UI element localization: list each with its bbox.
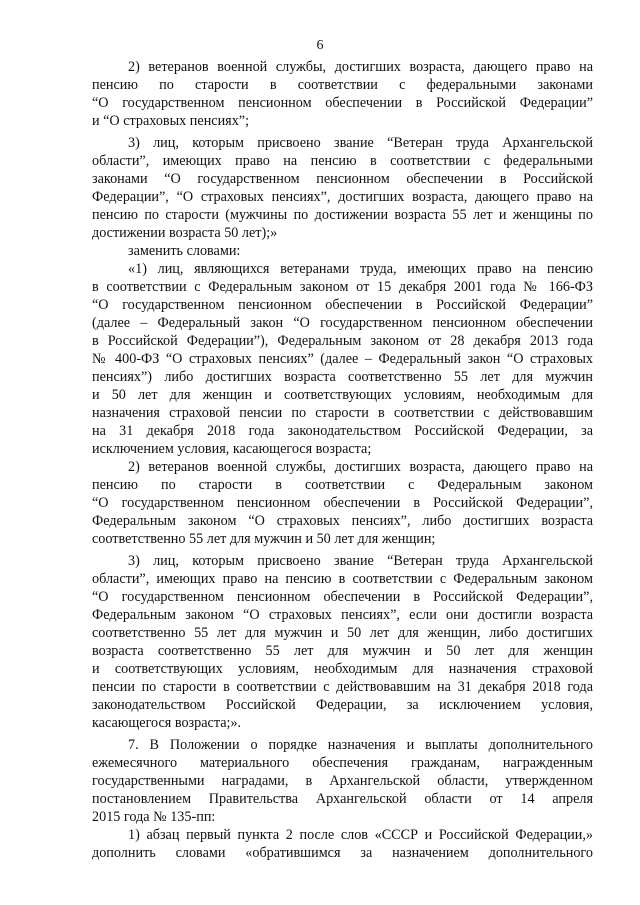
text-line: заменить словами: bbox=[128, 243, 241, 259]
text-line: пенсиях”) либо достигших возраста соответственно 55 лет для мужчин bbox=[92, 369, 593, 385]
text-line: постановлением Правительства Архангельской области от 14 апреля bbox=[92, 791, 593, 807]
text-line: пенсию по старости в соответствии с федеральными законами bbox=[92, 77, 593, 93]
text-line: области”, имеющих право на пенсию в соответствии с Федеральным законом bbox=[92, 571, 593, 587]
text-line: и 50 лет для женщин и соответствующих условиям, необходимым для bbox=[92, 387, 593, 403]
text-line: соответственно 55 лет для мужчин и 50 лет для женщин; bbox=[92, 531, 436, 547]
text-line: «1) лиц, являющихся ветеранами труда, имеющих право на пенсию bbox=[128, 261, 593, 277]
text-line: Федерации”, “О страховых пенсиях”, достигших возраста, дающего право на bbox=[92, 189, 593, 205]
text-line: в Российской Федерации”), Федеральным законом от 28 декабря 2013 года bbox=[92, 333, 593, 349]
text-line: пенсию по старости в соответствии с Федеральным законом bbox=[92, 477, 593, 493]
text-line: достижении возраста 50 лет);» bbox=[92, 225, 278, 241]
text-line: “О государственном пенсионном обеспечении в Российской Федерации”, bbox=[92, 495, 593, 511]
text-line: области”, имеющих право на пенсию в соответствии с федеральными bbox=[92, 153, 593, 169]
text-line: “О государственном пенсионном обеспечении в Российской Федерации”, bbox=[92, 589, 593, 605]
text-line: на 31 декабря 2018 года законодательством Российской Федерации, за bbox=[92, 423, 593, 439]
text-line: Федеральным законом “О страховых пенсиях”, если они достигли возраста bbox=[92, 607, 593, 623]
text-line: назначения страховой пенсии по старости в соответствии с действовавшим bbox=[92, 405, 593, 421]
text-line: дополнить словами «обратившимся за назначением дополнительного bbox=[92, 845, 593, 861]
text-line: законодательством Российской Федерации, за исключением условия, bbox=[92, 697, 593, 713]
text-line: 2015 года № 135-пп: bbox=[92, 809, 216, 825]
text-line: (далее – Федеральный закон “О государственном пенсионном обеспечении bbox=[92, 315, 593, 331]
text-line: и “О страховых пенсиях”; bbox=[92, 113, 250, 129]
text-line: “О государственном пенсионном обеспечении в Российской Федерации” bbox=[92, 297, 593, 313]
text-line: № 400-ФЗ “О страховых пенсиях” (далее – Федеральный закон “О страховых bbox=[92, 351, 593, 367]
text-line: 1) абзац первый пункта 2 после слов «СССР и Российской Федерации,» bbox=[128, 827, 593, 843]
text-line: 2) ветеранов военной службы, достигших возраста, дающего право на bbox=[128, 59, 593, 75]
page-number: 6 bbox=[316, 38, 324, 53]
text-line: ежемесячного материального обеспечения гражданам, награжденным bbox=[92, 755, 593, 771]
text-line: Федеральным законом “О страховых пенсиях”, либо достигших возраста bbox=[92, 513, 593, 529]
text-line: возраста соответственно 55 лет для мужчин и 50 лет для женщин bbox=[92, 643, 593, 659]
text-line: в соответствии с Федеральным законом от 15 декабря 2001 года № 166-ФЗ bbox=[92, 279, 593, 295]
text-line: исключением условия, касающегося возраста; bbox=[92, 441, 372, 457]
text-line: государственными наградами, в Архангельской области, утвержденном bbox=[92, 773, 593, 789]
text-line: “О государственном пенсионном обеспечении в Российской Федерации” bbox=[92, 95, 593, 111]
text-line: соответственно 55 лет для мужчин и 50 лет для женщин, либо достигших bbox=[92, 625, 593, 641]
text-line: 7. В Положении о порядке назначения и выплаты дополнительного bbox=[128, 737, 593, 753]
text-line: 2) ветеранов военной службы, достигших возраста, дающего право на bbox=[128, 459, 593, 475]
document-body bbox=[92, 58, 593, 862]
text-line: законами “О государственном пенсионном обеспечении в Российской bbox=[92, 171, 593, 187]
text-line: и соответствующих условиям, необходимым для назначения страховой bbox=[92, 661, 593, 677]
text-line: пенсию по старости (мужчины по достижении возраста 55 лет и женщины по bbox=[92, 207, 593, 223]
text-line: пенсии по старости в соответствии с действовавшим на 31 декабря 2018 года bbox=[92, 679, 593, 695]
text-line: 3) лиц, которым присвоено звание “Ветеран труда Архангельской bbox=[128, 553, 593, 569]
text-line: касающегося возраста;». bbox=[92, 715, 242, 731]
text-line: 3) лиц, которым присвоено звание “Ветеран труда Архангельской bbox=[128, 135, 593, 151]
